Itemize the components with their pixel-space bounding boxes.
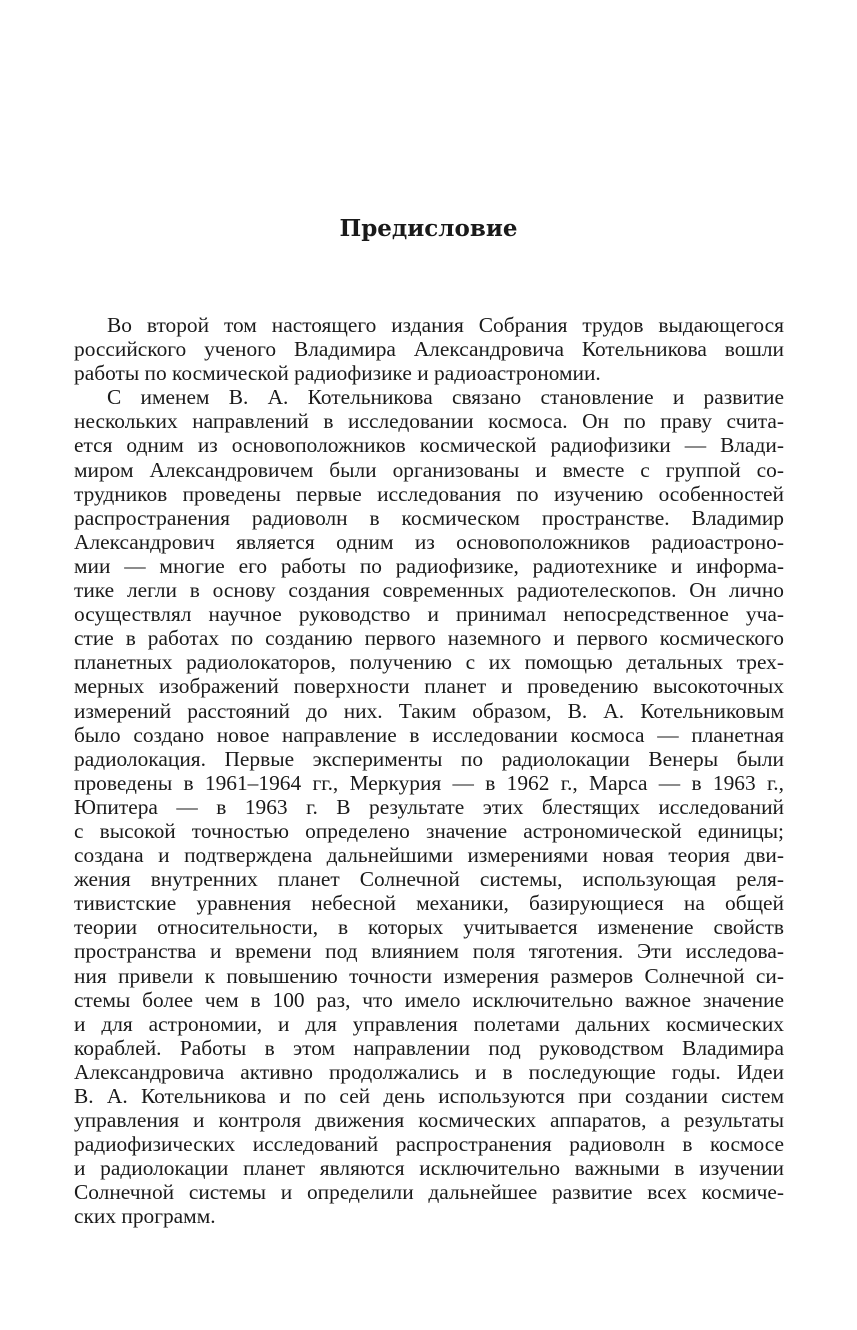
text-line: тивистские уравнения небесной механики, базирующиеся на общей	[74, 891, 784, 916]
text-line: Александрович является одним из основоположников радиоастроно-	[74, 529, 784, 554]
text-line: В. А. Котельникова и по сей день используются при создании систем	[74, 1084, 784, 1108]
text-line: стие в работах по созданию первого наземного и первого космического	[74, 626, 784, 651]
text-line: стемы более чем в 100 раз, что имело исключительно важное значение	[74, 987, 784, 1012]
body-text	[74, 313, 784, 1229]
text-line: планетных радиолокаторов, получению с их помощью детальных трех-	[74, 650, 784, 675]
text-line: ния привели к повышению точности измерения размеров Солнечной си-	[74, 963, 784, 988]
text-line: и радиолокации планет являются исключительно важными в изучении	[74, 1156, 784, 1181]
text-line: радиолокация. Первые эксперименты по радиолокации Венеры были	[74, 746, 784, 771]
text-line: ется одним из основоположников космической радиофизики — Влади-	[74, 433, 784, 458]
text-line: Александровича активно продолжались и в последующие годы. Идеи	[74, 1059, 784, 1084]
text-line: жения внутренних планет Солнечной системы, использующая реля-	[74, 867, 784, 892]
text-line: российского ученого Владимира Александровича Котельникова вошли	[74, 337, 784, 362]
text-line: мии — многие его работы по радиофизике, радиотехнике и информа-	[74, 553, 784, 578]
text-line: трудников проведены первые исследования по изучению особенностей	[74, 481, 784, 506]
text-line: было создано новое направление в исследовании космоса — планетная	[74, 722, 784, 747]
text-line: измерений расстояний до них. Таким образом, В. А. Котельниковым	[74, 698, 784, 723]
text-line: миром Александровичем были организованы и вместе с группой со-	[74, 457, 784, 482]
text-line: Юпитера — в 1963 г. В результате этих блестящих исследований	[74, 794, 784, 819]
text-line: С именем В. А. Котельникова связано становление и развитие	[107, 385, 784, 410]
text-line: создана и подтверждена дальнейшими измерениями новая теория дви-	[74, 843, 784, 868]
text-line: пространства и времени под влиянием поля тяготения. Эти исследова-	[74, 939, 784, 964]
text-line: тике легли в основу создания современных радиотелескопов. Он лично	[74, 578, 784, 603]
page-title: Предисловие	[339, 215, 518, 242]
text-line: распространения радиоволн в космическом пространстве. Владимир	[74, 505, 784, 530]
text-line: теории относительности, в которых учитывается изменение свойств	[74, 915, 784, 940]
text-line: ских программ.	[74, 1204, 216, 1229]
text-line: Солнечной системы и определили дальнейшее развитие всех космиче-	[74, 1180, 784, 1205]
text-line: проведены в 1961–1964 гг., Меркурия — в 1962 г., Марса — в 1963 г.,	[74, 770, 784, 795]
text-line: нескольких направлений в исследовании космоса. Он по праву счита-	[74, 409, 784, 434]
text-line: мерных изображений поверхности планет и проведению высокоточных	[74, 674, 784, 699]
text-line: Во второй том настоящего издания Собрания трудов выдающегося	[107, 313, 784, 337]
text-line: радиофизических исследований распространения радиоволн в космосе	[74, 1132, 784, 1157]
text-line: и для астрономии, и для управления полетами дальних космических	[74, 1011, 784, 1036]
text-line: управления и контроля движения космических аппаратов, а результаты	[74, 1108, 784, 1133]
text-line: с высокой точностью определено значение астрономической единицы;	[74, 818, 784, 843]
text-line: осуществлял научное руководство и принимал непосредственное уча-	[74, 602, 784, 627]
text-line: кораблей. Работы в этом направлении под руководством Владимира	[74, 1035, 784, 1060]
text-line: работы по космической радиофизике и радиоастрономии.	[74, 361, 601, 386]
